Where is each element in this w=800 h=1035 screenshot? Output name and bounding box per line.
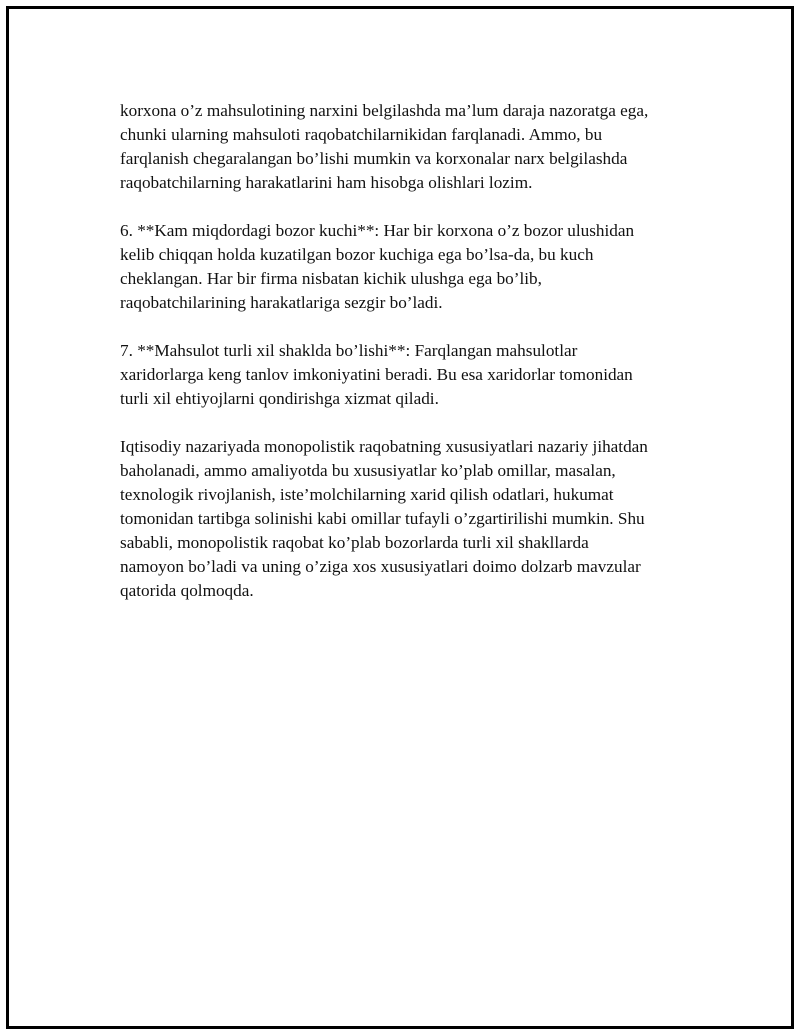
page-frame <box>6 6 794 1029</box>
paragraph-continuation: korxona o’z mahsulotining narxini belgilashda ma’lum daraja nazoratga ega, chunki ularning mahsuloti raqobatchilarnikidan farqlanadi. Ammo, bu farqlanish chegaralangan bo’lishi mumkin va korxonalar narx belgilashda raqobatchilarning harakatlarini ham hisobga olishlari lozim. <box>120 101 649 192</box>
paragraph-item-7: 7. **Mahsulot turli xil shaklda bo’lishi**: Farqlangan mahsulotlar xaridorlarga keng tanlov imkoniyatini beradi. Bu esa xaridorlar tomonidan turli xil ehtiyojlarni qondirishga xizmat qiladi. <box>120 341 633 408</box>
paragraph-conclusion: Iqtisodiy nazariyada monopolistik raqobatning xususiyatlari nazariy jihatdan baholanadi, ammo amaliyotda bu xususiyatlar ko’plab omillar, masalan, texnologik rivojlanish, iste’molchilarning xarid qilish odatlari, hukumat tomonidan tartibga solinishi kabi omillar tufayli o’zgartirilishi mumkin. Shu sababli, monopolistik raqobat ko’plab bozorlarda turli xil shakllarda namoyon bo’ladi va uning o’ziga xos xususiyatlari doimo dolzarb mavzular qatorida qolmoqda. <box>120 437 648 600</box>
document-body <box>120 99 700 627</box>
paragraph-item-6: 6. **Kam miqdordagi bozor kuchi**: Har bir korxona o’z bozor ulushidan kelib chiqqan holda kuzatilgan bozor kuchiga ega bo’lsa-da, bu kuch cheklangan. Har bir firma nisbatan kichik ulushga ega bo’lib, raqobatchilarining harakatlariga sezgir bo’ladi. <box>120 221 635 312</box>
